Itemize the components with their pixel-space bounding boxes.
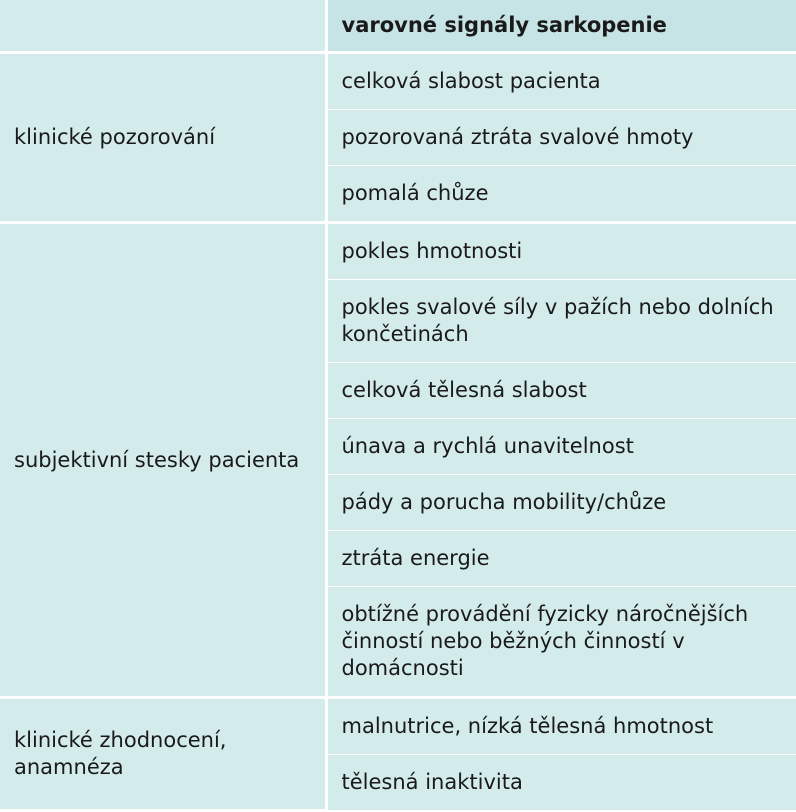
table-header-row: [0, 0, 796, 53]
signal-cell: ztráta energie: [326, 531, 796, 587]
header-signals-title: varovné signály sarkopenie: [326, 0, 796, 53]
category-cell: klinické pozorování: [0, 53, 326, 223]
table-row: [0, 53, 796, 110]
signal-cell: pomalá chůze: [326, 166, 796, 223]
signal-cell: pády a porucha mobility/chůze: [326, 475, 796, 531]
signal-cell: obtížné provádění fyzicky náročnějších činností nebo běžných činností v domácnosti: [326, 587, 796, 698]
header-empty-cell: [0, 0, 326, 53]
signal-cell: pozorovaná ztráta svalové hmoty: [326, 110, 796, 166]
signal-cell: tělesná inaktivita: [326, 755, 796, 811]
category-cell: subjektivní stesky pacienta: [0, 223, 326, 698]
signal-cell: celková slabost pacienta: [326, 53, 796, 110]
table-row: [0, 223, 796, 280]
category-cell: klinické zhodnocení, anamnéza: [0, 698, 326, 811]
signal-cell: pokles hmotnosti: [326, 223, 796, 280]
signal-cell: únava a rychlá unavitelnost: [326, 419, 796, 475]
signal-cell: malnutrice, nízká tělesná hmotnost: [326, 698, 796, 755]
signal-cell: pokles svalové síly v pažích nebo dolních končetinách: [326, 280, 796, 363]
signal-cell: celková tělesná slabost: [326, 363, 796, 419]
table-row: [0, 698, 796, 755]
